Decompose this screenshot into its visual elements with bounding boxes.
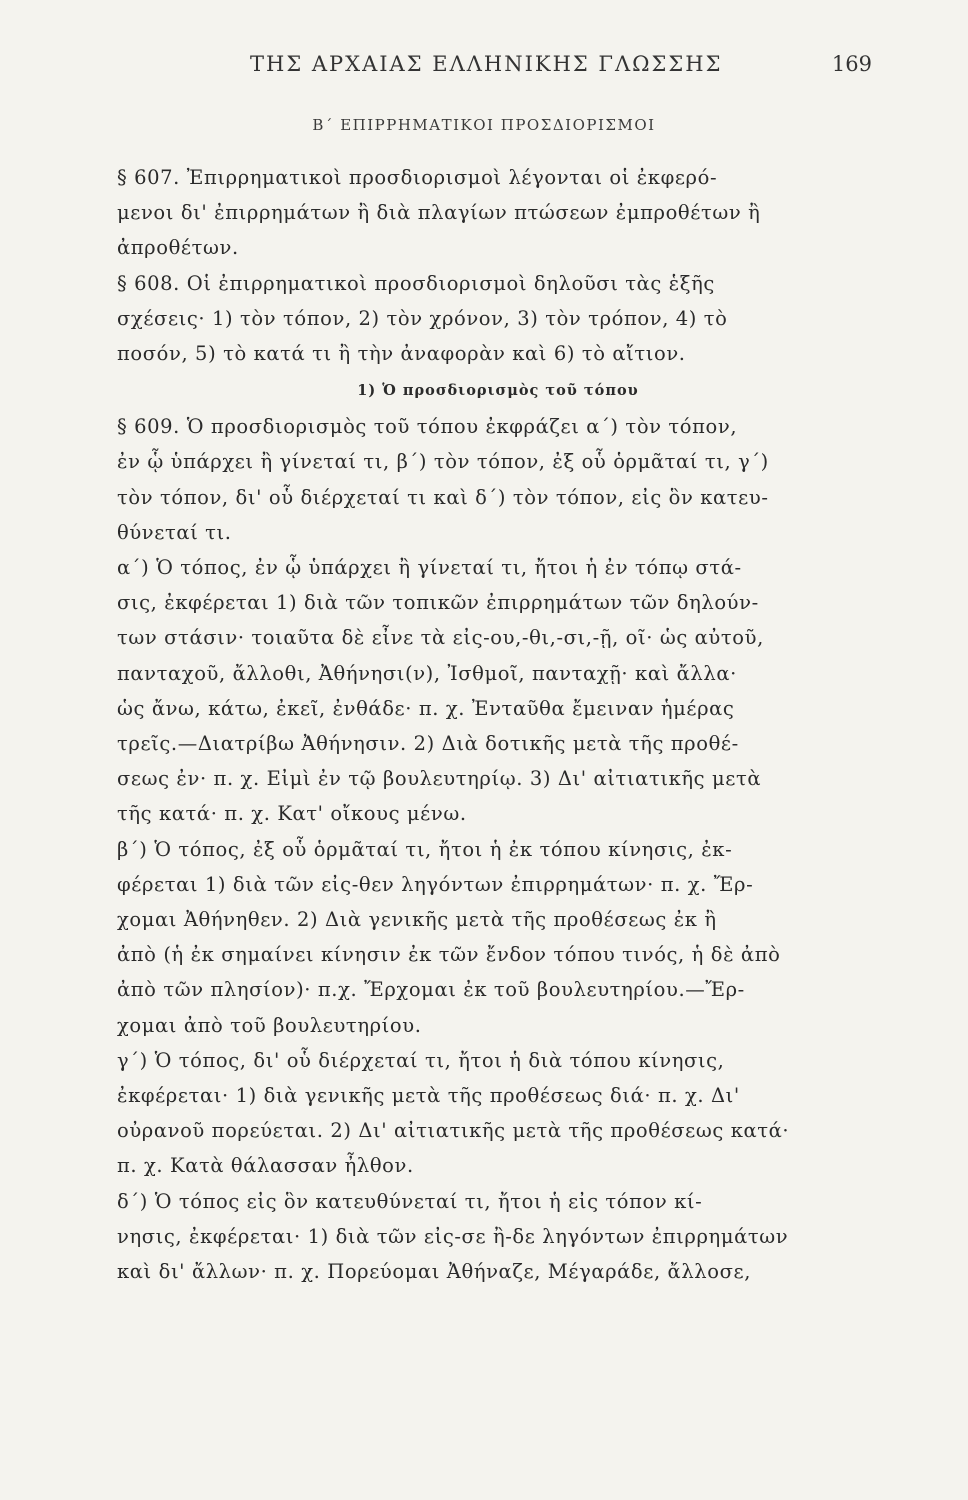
text-line: ἀπὸ (ἡ ἐκ σημαίνει κίνησιν ἐκ τῶν ἔνδον τόπου τινός, ἡ δὲ ἀπὸ <box>117 943 781 967</box>
text-line: σεως ἐν· π. χ. Εἰμὶ ἐν τῷ βουλευτηρίῳ. 3) Δι' αἰτιατικῆς μετὰ <box>117 767 762 791</box>
text-line: οὐρανοῦ πορεύεται. 2) Δι' αἰτιατικῆς μετὰ τῆς προθέσεως κατά· <box>117 1119 790 1143</box>
paragraph-alpha <box>117 550 879 832</box>
text-line: σχέσεις· 1) τὸν τόπον, 2) τὸν χρόνον, 3) τὸν τρόπον, 4) τὸ <box>117 306 728 330</box>
running-head: ΤΗΣ ΑΡΧΑΙΑΣ ΕΛΛΗΝΙΚΗΣ ΓΛΩΣΣΗΣ <box>250 52 723 76</box>
text-line: ἀπροθέτων. <box>117 236 239 260</box>
text-line: δ΄) Ὁ τόπος εἰς ὃν κατευθύνεταί τι, ἤτοι ἡ εἰς τόπον κί- <box>117 1189 703 1213</box>
text-line: τῆς κατά· π. χ. Κατ' οἴκους μένω. <box>117 802 467 826</box>
text-line: § 607. Ἐπιρρηματικοὶ προσδιορισμοὶ λέγονται οἱ ἐκφερό- <box>117 166 718 189</box>
text-line: ποσόν, 5) τὸ κατά τι ἢ τὴν ἀναφορὰν καὶ 6) τὸ αἴτιον. <box>117 342 686 366</box>
text-line: σις, ἐκφέρεται 1) διὰ τῶν τοπικῶν ἐπιρρημάτων τῶν δηλούν- <box>117 591 759 615</box>
paragraph-608 <box>117 266 879 372</box>
paragraph-609 <box>117 409 879 550</box>
text-line: π. χ. Κατὰ θάλασσαν ἦλθον. <box>117 1154 414 1178</box>
text-line: καὶ δι' ἄλλων· π. χ. Πορεύομαι Ἀθήναζε, Μέγαράδε, ἄλλοσε, <box>117 1260 751 1284</box>
text-line: μενοι δι' ἐπιρρημάτων ἢ διὰ πλαγίων πτώσεων ἐμπροθέτων ἢ <box>117 201 761 225</box>
subheading: 1) Ὁ προσδιορισμὸς τοῦ τόπου <box>357 382 639 400</box>
section-heading: Β΄ ΕΠΙΡΡΗΜΑΤΙΚΟΙ ΠΡΟΣΔΙΟΡΙΣΜΟΙ <box>312 116 656 134</box>
text-line: ἐν ᾧ ὑπάρχει ἢ γίνεταί τι, β΄) τὸν τόπον, ἐξ οὗ ὁρμᾶταί τι, γ΄) <box>117 450 769 474</box>
text-line: νησις, ἐκφέρεται· 1) διὰ τῶν εἰς-σε ἢ-δε ληγόντων ἐπιρρημάτων <box>117 1224 789 1248</box>
paragraph-gamma <box>117 1043 879 1184</box>
page-number: 169 <box>831 52 872 76</box>
text-line: § 609. Ὁ προσδιορισμὸς τοῦ τόπου ἐκφράζει α΄) τὸν τόπον, <box>117 415 738 439</box>
text-line: πανταχοῦ, ἄλλοθι, Ἀθήνησι(ν), Ἰσθμοῖ, πανταχῇ· καὶ ἄλλα· <box>117 661 737 685</box>
text-line: τρεῖς.—Διατρίβω Ἀθήνησιν. 2) Διὰ δοτικῆς μετὰ τῆς προθέ- <box>117 732 739 756</box>
text-line: των στάσιν· τοιαῦτα δὲ εἶνε τὰ εἰς-ου,-θι,-σι,-ῇ, οῖ· ὡς αὐτοῦ, <box>117 626 764 650</box>
text-line: χομαι Ἀθήνηθεν. 2) Διὰ γενικῆς μετὰ τῆς προθέσεως ἐκ ἢ <box>117 908 717 932</box>
body-text <box>117 160 879 1289</box>
paragraph-beta <box>117 832 879 1043</box>
text-line: ἀπὸ τῶν πλησίον)· π.χ. Ἔρχομαι ἐκ τοῦ βουλευτηρίου.—Ἔρ- <box>117 978 745 1002</box>
text-line: θύνεταί τι. <box>117 520 232 544</box>
text-line: χομαι ἀπὸ τοῦ βουλευτηρίου. <box>117 1013 422 1037</box>
text-line: γ΄) Ὁ τόπος, δι' οὗ διέρχεταί τι, ἤτοι ἡ διὰ τόπου κίνησις, <box>117 1048 725 1072</box>
text-line: ὡς ἄνω, κάτω, ἐκεῖ, ἐνθάδε· π. χ. Ἐνταῦθα ἔμειναν ἡμέρας <box>117 696 735 720</box>
text-line: φέρεται 1) διὰ τῶν εἰς-θεν ληγόντων ἐπιρρημάτων· π. χ. Ἔρ- <box>117 872 754 896</box>
text-line: α΄) Ὁ τόπος, ἐν ᾧ ὑπάρχει ἢ γίνεταί τι, ἤτοι ἡ ἐν τόπῳ στά- <box>117 556 742 580</box>
paragraph-607 <box>117 160 879 266</box>
paragraph-delta <box>117 1184 879 1290</box>
text-line: τὸν τόπον, δι' οὗ διέρχεταί τι καὶ δ΄) τὸν τόπον, εἰς ὃν κατευ- <box>117 485 769 509</box>
text-line: β΄) Ὁ τόπος, ἐξ οὗ ὁρμᾶταί τι, ἤτοι ἡ ἐκ τόπου κίνησις, ἐκ- <box>117 837 733 861</box>
text-line: ἐκφέρεται· 1) διὰ γενικῆς μετὰ τῆς προθέσεως διά· π. χ. Δι' <box>117 1084 740 1108</box>
text-line: § 608. Οἱ ἐπιρρηματικοὶ προσδιορισμοὶ δηλοῦσι τὰς ἑξῆς <box>117 271 715 295</box>
